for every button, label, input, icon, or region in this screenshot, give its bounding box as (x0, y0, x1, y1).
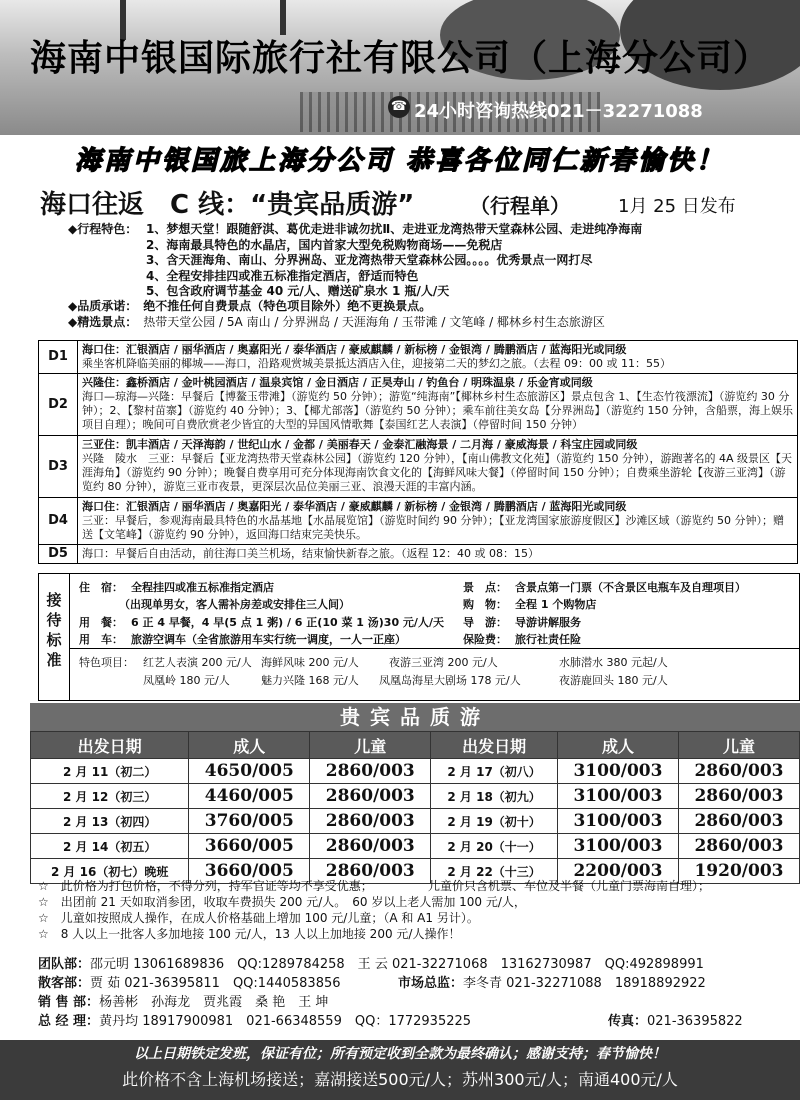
child-price: 2860/003 (310, 859, 431, 884)
new-year-greeting: 海南中银国旅上海分公司 恭喜各位同仁新春愉快！ (74, 146, 726, 176)
stay-label: 住 宿： (79, 581, 123, 594)
adult-price: 4650/005 (189, 759, 310, 784)
child-price: 2860/003 (678, 759, 799, 784)
day-label: D5 (39, 545, 78, 564)
stay-note: （出现单男女，客人需补房差或安排住三人间） (119, 598, 350, 611)
special-item: 夜游三亚湾 200 元/人 (389, 656, 498, 669)
contacts-section (38, 955, 798, 1040)
day-detail: 海口：早餐后自由活动，前往海口美兰机场，结束愉快新春之旅。（返程 12：40 或 08：15） (78, 545, 798, 564)
special-item: 凤凰岛海星大剧场 178 元/人 (379, 674, 521, 687)
day-label: D4 (39, 498, 78, 545)
special-item: 水肺潜水 380 元起/人 (559, 656, 668, 669)
features-label: ◆行程特色： (68, 222, 138, 236)
header-banner (0, 0, 800, 135)
feature-item: 5、包含政府调节基金 40 元/人、赠送矿泉水 1 瓶/人/天 (146, 284, 450, 298)
child-price: 2860/003 (678, 784, 799, 809)
adult-price: 4460/005 (189, 784, 310, 809)
shopping-value: 全程 1 个购物店 (515, 598, 597, 611)
itinerary-row (39, 374, 798, 436)
fax: 传真：021-36395822 (608, 1014, 743, 1029)
departure-date: 2 月 12（初三） (31, 784, 189, 809)
adult-price: 3100/003 (557, 759, 678, 784)
company-name: 海南中银国际旅行社有限公司（上海分公司） (29, 38, 770, 79)
column-header: 成人 (557, 732, 678, 759)
feature-item: 4、全程安排挂四或准五标准指定酒店，舒适而特色 (146, 268, 419, 283)
child-price: 1920/003 (678, 859, 799, 884)
adult-price: 3760/005 (189, 809, 310, 834)
itinerary-table (38, 340, 798, 564)
child-price: 2860/003 (310, 759, 431, 784)
special-item: 海鲜风味 200 元/人 (261, 656, 359, 669)
departure-date: 2 月 22（十三） (431, 859, 558, 884)
departure-date: 2 月 13（初四） (31, 809, 189, 834)
hotline: 24小时咨询热线021－32271088 (414, 101, 703, 122)
day-detail: 兴隆住：鑫桥酒店 / 金叶桃园酒店 / 温泉宾馆 / 金日酒店 / 正昊寿山 / 钓鱼台 / 明珠温泉 / 乐金宵或同级 海口—琼海—兴隆：早餐后【博鳌玉带滩】（游览约 50 分钟）；游览“纯海南”【椰林乡村生态旅游区】景点包含 1、【生态竹筏漂流】（游览约 30 分钟）；2、【黎村苗寨】（游览约 40 分钟）；3、【椰尤部落】（游览约 50 分钟）；乘车前往美女岛【分界洲岛】（游览约 150 分钟，含船票，海上娱乐项目自理）；晚间可自费欣赏老少皆宜的大型的异国风情歌舞【泰国红艺人表演】（停留时间 150 分钟） (78, 374, 798, 436)
publish-date: 1月 25 日发布 (618, 196, 736, 217)
note-line: ☆ 儿童如按照成人操作，在成人价格基础上增加 100 元/儿童；（A 和 A1 另计）。 (38, 911, 479, 925)
car-value: 旅游空调车（全省旅游用车实行统一调度，一人一正座） (131, 633, 406, 646)
route-title: 海口往返 C 线：“贵宾品质游” (40, 190, 415, 220)
price-row (31, 759, 800, 784)
child-price: 2860/003 (310, 784, 431, 809)
route-title-row (40, 184, 780, 222)
child-price: 2860/003 (678, 834, 799, 859)
general-manager: 总 经 理：黄丹均 18917900981 021-66348559 QQ：1772935225 (38, 1014, 472, 1029)
note-line: 儿童价只含机票、车位及半餐（儿童门票海南自理）； (428, 879, 711, 893)
reception-standards (38, 573, 800, 701)
shopping-label: 购 物： (463, 598, 507, 611)
sales-dept: 销 售 部：杨善彬 孙海龙 贾兆霞 桑 艳 王 坤 (38, 995, 329, 1010)
footer-transfer-note: 此价格不含上海机场接送；嘉湖接送500元/人；苏州300元/人；南通400元/人 (122, 1070, 678, 1089)
note-line: ☆ 此价格为打包价格，不得分列，持军官证等均不享受优惠； (38, 879, 373, 893)
phone-icon: ☎ (388, 96, 410, 118)
meal-value: 6 正 4 早餐，4 早(5 点 1 粥) / 6 正(10 菜 1 汤)30 元/人/天 (131, 616, 444, 629)
day-detail: 海口住：汇银酒店 / 丽华酒店 / 奥嘉阳光 / 泰华酒店 / 豪威麒麟 / 新标榜 / 金银湾 / 腾鹏酒店 / 蓝海阳光或同级 乘坐客机降临美丽的椰城——海口，沿路观赏城美景抵达酒店入住，迎接第二天的梦幻之旅。（去程 09：00 或 11：55） (78, 341, 798, 374)
column-header: 儿童 (678, 732, 799, 759)
day-detail: 海口住：汇银酒店 / 丽华酒店 / 奥嘉阳光 / 泰华酒店 / 豪威麒麟 / 新标榜 / 金银湾 / 腾鹏酒店 / 蓝海阳光或同级 三亚：早餐后，参观海南最具特色的水晶基地【水晶展览馆】（游览时间约 90 分钟）；【亚龙湾国家旅游度假区】沙滩区域（游览约 50 分钟）；赠送【文笔峰】（游览约 90 分钟），返回海口结束完美快乐。 (78, 498, 798, 545)
guide-label: 导 游： (463, 616, 507, 629)
itinerary-row (39, 545, 798, 564)
departure-date: 2 月 14（初五） (31, 834, 189, 859)
insurance-label: 保险费： (463, 633, 507, 646)
adult-price: 3660/005 (189, 859, 310, 884)
day-detail: 三亚住：凯丰酒店 / 天泽海韵 / 世纪山水 / 金都 / 美丽春天 / 金泰汇融海景 / 二月海 / 豪威海景 / 科宝庄园或同级 兴隆 陵水 三亚：早餐后【亚龙湾热带天堂森林公园】（游览约 120 分钟），【南山佛教文化苑】（游览约 150 分钟），游跑著名的 4A 级景区【天涯海角】（游览约 90 分钟）；晚餐自费享用可充分体现海南饮食文化的【海鲜风味大餐】（停留时间 150 分钟）；自费乘坐游轮【夜游三亚湾】（游览约 80 分钟），游览三亚市夜景，更深层次品位美丽三亚、浪漫天涯的丰富内涵。 (78, 436, 798, 498)
price-table (30, 731, 800, 884)
footer-guarantee: 以上日期铁定发班，保证有位；所有预定收到全款为最终确认；感谢支持；春节愉快！ (134, 1046, 666, 1062)
adult-price: 3100/003 (557, 809, 678, 834)
selected-spots: ◆精选景点： 热带天堂公园 / 5A 南山 / 分界洲岛 / 天涯海角 / 玉带滩 / 文笔峰 / 椰林乡村生态旅游区 (68, 315, 605, 329)
special-item: 凤凰岭 180 元/人 (143, 674, 230, 687)
market-director: 市场总监：李冬青 021-32271088 18918892922 (398, 976, 706, 991)
child-price: 2860/003 (678, 809, 799, 834)
departure-date: 2 月 17（初八） (431, 759, 558, 784)
child-price: 2860/003 (310, 834, 431, 859)
reception-side-label: 接待标准 (39, 574, 70, 700)
departure-date: 2 月 20（十一） (431, 834, 558, 859)
feature-item: 1、梦想天堂！跟随舒淇、葛优走进非诚勿扰Ⅱ、走进亚龙湾热带天堂森林公园、走进纯净海南 (146, 222, 643, 236)
ticket-value: 含景点第一门票（不含景区电瓶车及自理项目） (515, 581, 746, 594)
meal-label: 用 餐： (79, 616, 123, 629)
itinerary-row (39, 341, 798, 374)
special-items-label: 特色项目： (79, 656, 134, 669)
feature-item: 2、海南最具特色的水晶店，国内首家大型免税购物商场——免税店 (146, 237, 503, 252)
insurance-value: 旅行社责任险 (515, 633, 581, 646)
price-row (31, 809, 800, 834)
itinerary-row (39, 436, 798, 498)
note-line: ☆ 8 人以上一批客人多加地接 100 元/人，13 人以上加地接 200 元/人操作！ (38, 927, 461, 941)
departure-date: 2 月 16（初七）晚班 (31, 859, 189, 884)
child-price: 2860/003 (310, 809, 431, 834)
quality-promise: ◆品质承诺： 绝不推任何自费景点（特色项目除外）绝不更换景点。 (68, 299, 432, 313)
price-heading: 贵宾品质游 (30, 703, 800, 731)
price-header-row (31, 732, 800, 759)
departure-date: 2 月 18（初九） (431, 784, 558, 809)
departure-date: 2 月 19（初十） (431, 809, 558, 834)
day-label: D2 (39, 374, 78, 436)
stay-value: 全程挂四或准五标准指定酒店 (131, 581, 274, 594)
special-item: 夜游鹿回头 180 元/人 (559, 674, 668, 687)
ticket-label: 景 点： (463, 581, 507, 594)
price-row (31, 834, 800, 859)
footer-bar (0, 1040, 800, 1100)
adult-price: 3100/003 (557, 834, 678, 859)
special-item: 魅力兴隆 168 元/人 (261, 674, 359, 687)
price-row (31, 784, 800, 809)
itinerary-row (39, 498, 798, 545)
column-header: 出发日期 (31, 732, 189, 759)
column-header: 出发日期 (431, 732, 558, 759)
car-label: 用 车： (79, 633, 123, 646)
team-dept: 团队部：邵元明 13061689836 QQ:1289784258 王 云 021-32271068 13162730987 QQ:492898991 (38, 957, 704, 972)
day-label: D1 (39, 341, 78, 374)
route-subtitle: （行程单） (470, 194, 570, 218)
column-header: 成人 (189, 732, 310, 759)
features-list (146, 222, 642, 300)
feature-item: 3、含天涯海角、南山、分界洲岛、亚龙湾热带天堂森林公园。。。。优秀景点一网打尽 (146, 253, 593, 267)
adult-price: 2200/003 (557, 859, 678, 884)
special-item: 红艺人表演 200 元/人 (143, 656, 252, 669)
adult-price: 3100/003 (557, 784, 678, 809)
note-line: ☆ 出团前 21 天如取消参团，收取车费损失 200 元/人。 60 岁以上老人需加 100 元/人， (38, 895, 526, 909)
guide-value: 导游讲解服务 (515, 616, 581, 629)
adult-price: 3660/005 (189, 834, 310, 859)
departure-date: 2 月 11（初二） (31, 759, 189, 784)
day-label: D3 (39, 436, 78, 498)
retail-dept: 散客部：贾 茹 021-36395811 QQ:1440583856 (38, 976, 341, 991)
column-header: 儿童 (310, 732, 431, 759)
